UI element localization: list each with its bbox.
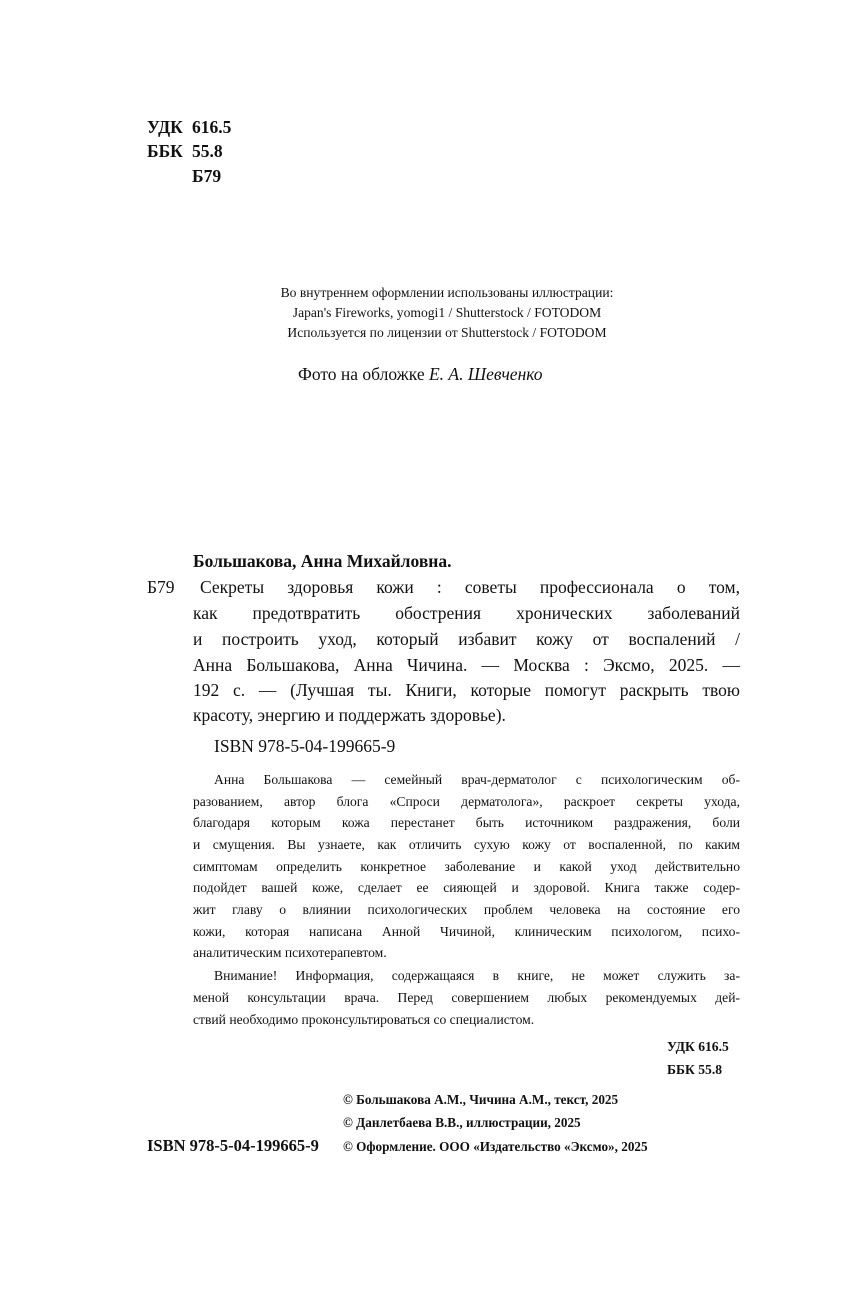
copyright-line: © Большакова А.М., Чичина А.М., текст, 2025 [343,1092,619,1107]
warning-line: ствий необходимо проконсультироваться со специалистом. [193,1012,535,1027]
copyright-line: © Данлетбаева В.В., иллюстрации, 2025 [343,1115,581,1130]
footer-udk: УДК 616.5 [667,1039,729,1054]
isbn-bottom: ISBN 978-5-04-199665-9 [147,1136,319,1155]
catalog-isbn: ISBN 978-5-04-199665-9 [214,736,396,756]
credit-line: Во внутреннем оформлении использованы иллюстрации: [280,285,614,300]
catalog-mark: Б79 [147,577,175,597]
cover-photo-label: Фото на обложке [298,364,425,384]
bbk-code: 55.8 [192,141,223,161]
catalog-line: красоту, энергию и поддержать здоровье). [193,705,506,725]
credit-line: Japan's Fireworks, yomogi1 / Shutterstock / FOTODOM [292,305,602,320]
annotation-line: Анна Большакова — семейный врач-дерматолог с психологическим об- [214,772,740,787]
cover-photo-name: Е. А. Шевченко [428,364,543,384]
copyright-line: © Оформление. ООО «Издательство «Эксмо», 2025 [343,1139,648,1154]
credit-line: Используется по лицензии от Shutterstock / FOTODOM [287,325,607,340]
annotation-line: подойдет вашей коже, сделает ее сияющей и здоровой. Книга также содер- [193,880,740,895]
annotation-line: жит главу о влиянии психологических проблем человека на состояние его [193,902,740,917]
catalog-line: Секреты здоровья кожи : советы профессионала о том, [200,577,740,597]
footer-bbk: ББК 55.8 [667,1062,723,1077]
catalog-line: 192 с. — (Лучшая ты. Книги, которые помогут раскрыть твою [193,680,740,700]
annotation-line: аналитическим психотерапевтом. [193,945,387,960]
cover-photo-credit [298,366,543,384]
catalog-line: как предотвратить обострения хронических заболеваний [193,603,740,623]
udk-label: УДК [147,117,183,137]
annotation-line: благодаря которым кожа перестанет быть источником раздражения, боли [193,815,740,830]
author-heading: Большакова, Анна Михайловна. [193,551,452,571]
udk-code: 616.5 [192,117,232,137]
bbk-label: ББК [147,141,183,161]
warning-line: меной консультации врача. Перед совершением любых рекомендуемых дей- [193,990,740,1005]
author-mark: Б79 [192,166,222,186]
catalog-line: Анна Большакова, Анна Чичина. — Москва : Эксмо, 2025. — [193,655,740,675]
catalog-line: и построить уход, который избавит кожу от воспалений / [193,629,740,649]
annotation-line: симптомам определить конкретное заболевание и какой уход действительно [193,859,740,874]
annotation-line: разованием, автор блога «Спроси дерматолога», раскроет секреты ухода, [193,794,740,809]
annotation-line: и смущения. Вы узнаете, как отличить сухую кожу от воспаленной, по каким [193,837,740,852]
annotation-line: кожи, которая написана Анной Чичиной, клиническим психологом, психо- [193,924,740,939]
warning-line: Внимание! Информация, содержащаяся в книге, не может служить за- [214,968,740,983]
